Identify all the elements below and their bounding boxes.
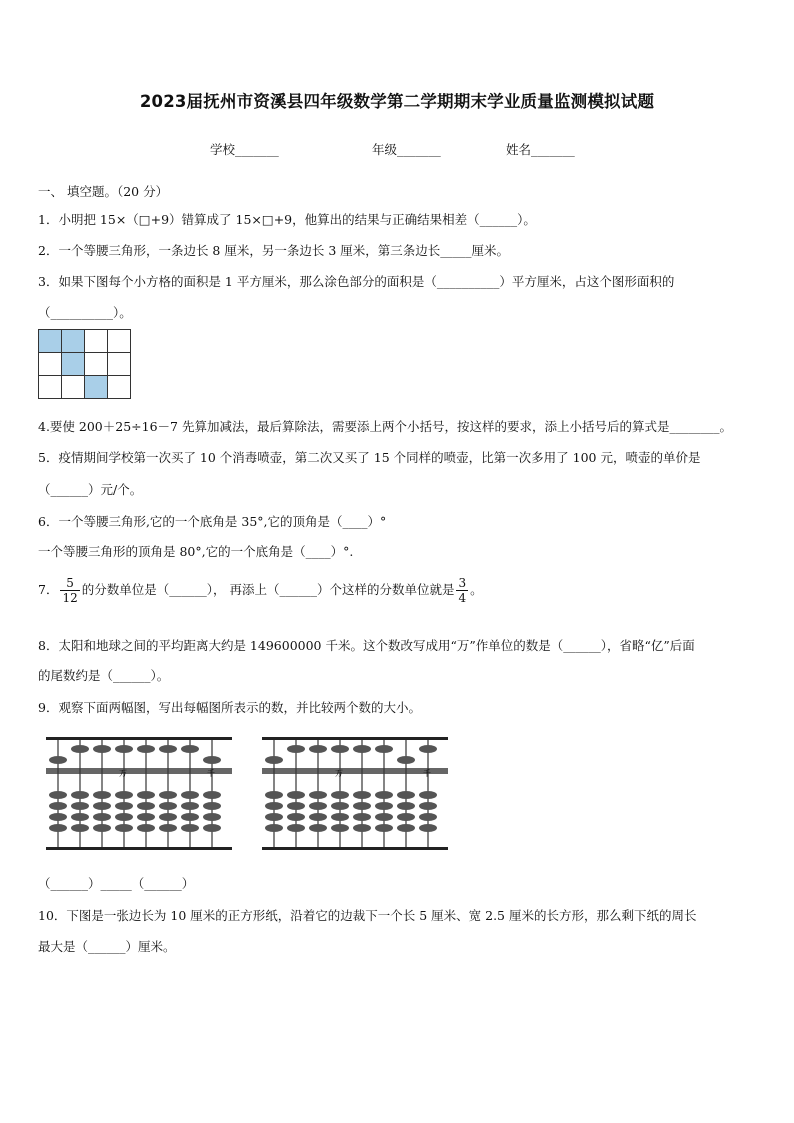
question-10-line-2: 最大是（______）厘米。 xyxy=(38,939,176,954)
question-3-line-2: （__________）。 xyxy=(38,305,132,320)
abacus-right-wan-label: 万 xyxy=(335,769,343,778)
abacus-left-qian-label: 千 xyxy=(207,769,215,778)
grid-cell xyxy=(39,353,62,376)
grid-cell-shaded xyxy=(39,330,62,353)
question-5-line-1: 5．疫情期间学校第一次买了 10 个消毒喷壶，第二次又买了 15 个同样的喷壶，比第一次多用了 100 元，喷壶的单价是 xyxy=(38,450,701,465)
abacus-left-wan-label: 万 xyxy=(119,769,127,778)
fraction-3-4 xyxy=(456,576,468,605)
question-1: 1．小明把 15×（□+9）错算成了 15×□+9，他算出的结果与正确结果相差（______）。 xyxy=(38,212,536,227)
abacus-right-figure xyxy=(260,735,450,853)
grid-cell xyxy=(108,376,131,399)
question-5-line-2: （______）元/个。 xyxy=(38,482,143,497)
grid-cell-shaded xyxy=(85,376,108,399)
grid-cell xyxy=(85,330,108,353)
question-10-line-1: 10．下图是一张边长为 10 厘米的正方形纸，沿着它的边裁下一个长 5 厘米、宽 2.5 厘米的长方形，那么剩下纸的周长 xyxy=(38,908,697,923)
question-4: 4.要使 200＋25÷16－7 先算加减法，最后算除法，需要添上两个小括号，按这样的要求，添上小括号后的算式是________。 xyxy=(38,419,732,434)
question-6-line-1: 6．一个等腰三角形,它的一个底角是 35°,它的顶角是（____）° xyxy=(38,514,387,529)
question-3-line-1: 3．如果下图每个小方格的面积是 1 平方厘米，那么涂色部分的面积是（__________）平方厘米，占这个图形面积的 xyxy=(38,274,675,289)
grid-cell-shaded xyxy=(62,353,85,376)
abacus-left-figure xyxy=(44,735,234,853)
grid-cell xyxy=(108,330,131,353)
school-field[interactable]: 学校_______ xyxy=(210,142,279,157)
grid-cell-shaded xyxy=(62,330,85,353)
area-grid-figure xyxy=(38,329,131,399)
question-9-answer: （______）_____（______） xyxy=(38,876,195,891)
fraction-5-12 xyxy=(60,576,79,605)
question-8-line-2: 的尾数约是（______）。 xyxy=(38,668,170,683)
question-9: 9．观察下面两幅图，写出每幅图所表示的数，并比较两个数的大小。 xyxy=(38,700,421,715)
section-heading: 一、 填空题。（20 分） xyxy=(38,184,169,199)
grade-field[interactable]: 年级_______ xyxy=(372,142,441,157)
question-7-number: 7． xyxy=(38,582,59,597)
question-8-line-1: 8．太阳和地球之间的平均距离大约是 149600000 千米。这个数改写成用“万”作单位的数是（______），省略“亿”后面 xyxy=(38,638,695,653)
question-7-end: 。 xyxy=(470,582,483,597)
fraction-numerator: 3 xyxy=(458,576,467,590)
question-2: 2．一个等腰三角形，一条边长 8 厘米，另一条边长 3 厘米，第三条边长_____厘米。 xyxy=(38,243,510,258)
page-title: 2023届抚州市资溪县四年级数学第二学期期末学业质量监测模拟试题 xyxy=(139,92,655,111)
question-7-text: 的分数单位是（______）， 再添上（______）个这样的分数单位就是 xyxy=(81,582,455,597)
abacus-right-qian-label: 千 xyxy=(423,769,431,778)
name-field[interactable]: 姓名_______ xyxy=(506,142,575,157)
grid-cell xyxy=(39,376,62,399)
grid-cell xyxy=(62,376,85,399)
fraction-numerator: 5 xyxy=(60,576,79,591)
grid-cell xyxy=(85,353,108,376)
grid-cell xyxy=(108,353,131,376)
fraction-denominator: 4 xyxy=(458,591,467,605)
question-7 xyxy=(38,576,483,605)
fraction-denominator: 12 xyxy=(62,591,78,605)
question-6-line-2: 一个等腰三角形的顶角是 80°,它的一个底角是（____）°. xyxy=(38,544,354,559)
